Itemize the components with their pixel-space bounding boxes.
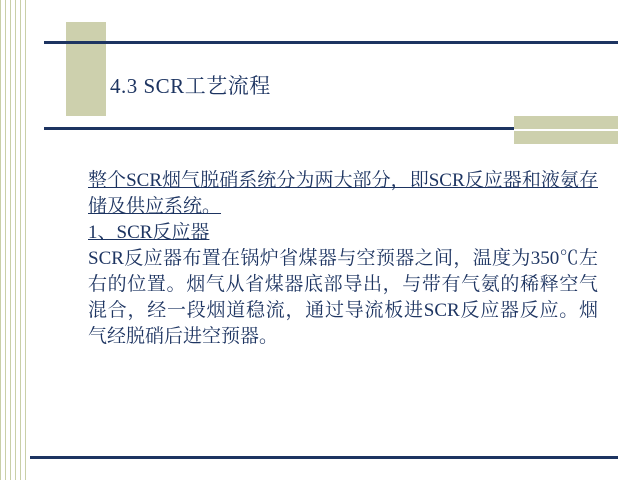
left-stripe-decoration (0, 0, 30, 480)
divider-under-title (44, 127, 514, 130)
slide-body (88, 168, 598, 350)
olive-accent-block-upper-right (514, 116, 618, 129)
paragraph-detail-1: SCR反应器布置在锅炉省煤器与空预器之间，温度为350℃左右的位置。烟气从省煤器底部导出，与带有气氨的稀释空气混合，经一段烟道稳流，通过导流板进SCR反应器反应。烟气经脱硝后进空预器。 (88, 248, 598, 347)
paragraph-heading-1: 1、SCR反应器 (88, 222, 210, 243)
divider-bottom (30, 456, 618, 459)
olive-accent-block-lower-right (514, 131, 618, 144)
page-title: 4.3 SCR工艺流程 (110, 74, 271, 98)
olive-accent-block-title (66, 22, 106, 116)
paragraph-intro: 整个SCR烟气脱硝系统分为两大部分，即SCR反应器和液氨存储及供应系统。 (88, 170, 598, 217)
divider-top (44, 41, 618, 44)
